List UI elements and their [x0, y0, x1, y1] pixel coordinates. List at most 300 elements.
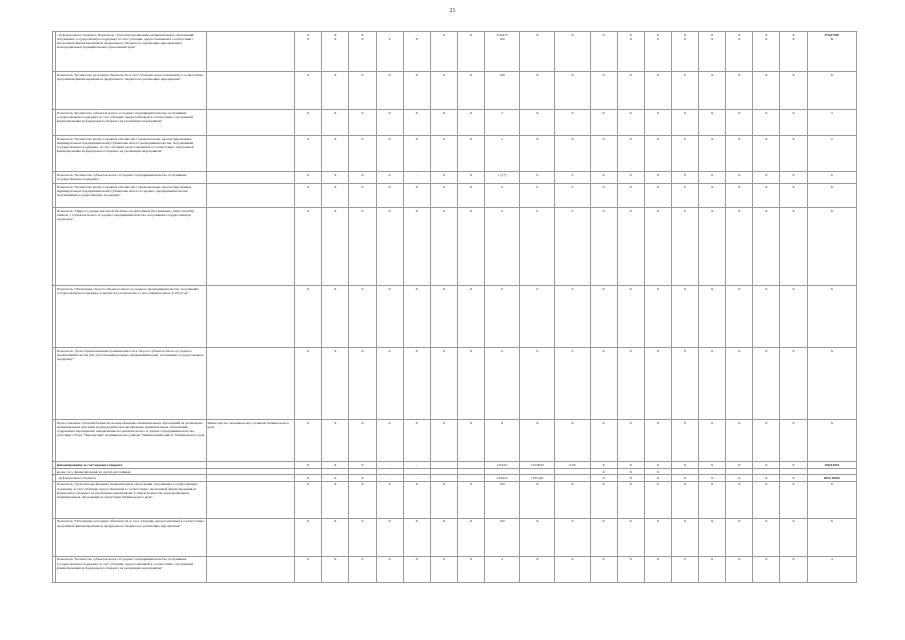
- table-cell: X: [671, 420, 698, 462]
- table-cell: X: [644, 136, 671, 172]
- table-cell: X: [699, 556, 726, 582]
- table-cell: X: [457, 136, 484, 172]
- table-cell: X: [295, 462, 322, 469]
- table-cell: X: [644, 172, 671, 184]
- table-cell: X: [322, 518, 349, 556]
- table-cell: X: [671, 184, 698, 208]
- table-cell: X: [671, 475, 698, 481]
- table-cell: [322, 32, 349, 72]
- table-body: [53, 32, 857, 583]
- table-cell: X: [753, 172, 780, 184]
- table-cell: X: [457, 518, 484, 556]
- table-cell: X: [644, 518, 671, 556]
- table-cell: X: [644, 556, 671, 582]
- table-cell: X: [699, 462, 726, 469]
- table-cell: X: [590, 348, 617, 420]
- table-cell: X: [726, 518, 753, 556]
- table-cell: X: [644, 475, 671, 481]
- table-cell: X: [403, 348, 430, 420]
- table-cell: X: [555, 32, 590, 72]
- cell-line: X: [334, 32, 337, 37]
- table-cell: X: [617, 348, 644, 420]
- table-cell: 8: [807, 172, 856, 184]
- table-cell: X: [780, 481, 807, 518]
- table-cell: X: [780, 110, 807, 136]
- table-cell: X: [457, 481, 484, 518]
- table-cell: [457, 462, 484, 469]
- row-description: финансирование за счет краевого бюджета: [56, 462, 207, 469]
- cell-line: 100: [499, 36, 505, 41]
- table-cell: X: [349, 136, 376, 172]
- table-cell: X: [807, 72, 856, 110]
- table-cell: X: [753, 208, 780, 286]
- table-cell: X: [430, 110, 457, 136]
- table-cell: X: [753, 475, 780, 481]
- cell-line: X: [738, 36, 741, 41]
- table-cell: X: [590, 208, 617, 286]
- table-cell: X: [430, 556, 457, 582]
- table-cell: X: [349, 481, 376, 518]
- table-cell: X: [555, 518, 590, 556]
- table-cell: -: [376, 475, 403, 481]
- cell-line: X: [656, 32, 660, 37]
- table-cell: X: [349, 518, 376, 556]
- page-number: 21: [449, 8, 456, 14]
- table-cell: X: [807, 184, 856, 208]
- row-description: Показатель "Прирост среднесписочной численности работников (без внешних совместителей), занятых у субъектов малого и среднего предпринимательства, получивших государственную поддержку": [56, 208, 207, 286]
- row-description: Предоставление субсидий бюджетам монопрофильных муниципальных образований на реализацию муниципальных программ (подпрограмм) монопрофильных муниципальных образований, содержащих мероприятия, направленные на развитие малого и среднего предпринимательства, участнику отбора "Перспектива" муниципального района "Шарыповский район" Забайкальского края: [56, 420, 207, 462]
- table-cell: X: [590, 136, 617, 172]
- table-cell: X: [726, 481, 753, 518]
- table-cell: X: [555, 481, 590, 518]
- cell-line: X: [792, 36, 795, 41]
- table-cell: X: [726, 348, 753, 420]
- table-cell: X: [644, 208, 671, 286]
- table-cell: [349, 32, 376, 72]
- table-cell: X: [590, 556, 617, 582]
- table-cell: X: [726, 475, 753, 481]
- cell-line: X: [629, 36, 632, 41]
- table-cell: [753, 32, 780, 72]
- table-cell: X: [322, 481, 349, 518]
- table-cell: X: [376, 208, 403, 286]
- responsible-executor: [206, 348, 294, 420]
- cell-line: X: [738, 32, 741, 37]
- cell-line: 476,673: [496, 32, 508, 37]
- responsible-executor: [206, 518, 294, 556]
- table-cell: X: [295, 286, 322, 348]
- table-cell: X: [671, 518, 698, 556]
- table-cell: 2: [807, 136, 856, 172]
- table-cell: X: [617, 462, 644, 469]
- row-description: Показатель "Количество субъектов малого и среднего предпринимательства, получивших государственную поддержку за счет субсидии, предоставленной в соответствии с программой финансирования из федерального бюджета на реализацию мероприятия": [56, 556, 207, 582]
- table-cell: X: [780, 184, 807, 208]
- table-cell: X: [555, 72, 590, 110]
- table-cell: X: [753, 348, 780, 420]
- table-cell: X: [699, 518, 726, 556]
- responsible-executor: Министерство экономического развития Забайкальского края: [206, 420, 294, 462]
- table-cell: X: [430, 172, 457, 184]
- table-cell: X: [617, 481, 644, 518]
- table-cell: [295, 32, 322, 72]
- table-cell: X: [520, 556, 555, 582]
- table-cell: X: [780, 286, 807, 348]
- row-description: Показатель "Исполнение расходных обязательств за счет субсидии, предоставленной в соответствии с программой финансирования из федерального бюджета на реализацию мероприятия": [56, 518, 207, 556]
- table-cell: [403, 32, 430, 72]
- table-cell: X: [780, 208, 807, 286]
- table-cell: X: [807, 420, 856, 462]
- table-cell: X: [403, 208, 430, 286]
- table-cell: 100: [485, 481, 520, 518]
- table-cell: X: [780, 518, 807, 556]
- table-cell: X: [555, 420, 590, 462]
- table-cell: X: [457, 32, 484, 72]
- responsible-executor: [206, 286, 294, 348]
- table-cell: X: [555, 556, 590, 582]
- table-cell: X: [376, 481, 403, 518]
- table-cell: X: [322, 420, 349, 462]
- table-cell: 0,00: [555, 462, 590, 469]
- row-description: Показатель "Количество вновь созданных рабочих мест (включая вновь зарегистрированных индивидуальных предпринимателей) субъектами малого предпринимательства, получившими государственную поддержку, за счет субсидии, предоставленной в соответствии с программой финансирования из федерального бюджета на реализацию мероприятия": [56, 136, 207, 172]
- table-cell: X: [617, 475, 644, 481]
- table-cell: X: [590, 184, 617, 208]
- table-cell: X: [457, 556, 484, 582]
- table-cell: X: [699, 420, 726, 462]
- table-cell: X: [430, 184, 457, 208]
- table-cell: X: [671, 556, 698, 582]
- table-cell: X: [807, 481, 856, 518]
- table-cell: X: [753, 481, 780, 518]
- table-cell: X: [726, 110, 753, 136]
- table-cell: 1765,931: [520, 475, 555, 481]
- row-description: - из федерального бюджета: [56, 475, 207, 481]
- table-cell: [430, 462, 457, 469]
- table-cell: X: [726, 556, 753, 582]
- table-cell: X: [644, 110, 671, 136]
- table-cell: X: [699, 72, 726, 110]
- table-cell: 0: [555, 184, 590, 208]
- cell-line: X: [765, 32, 768, 37]
- table-cell: X: [590, 286, 617, 348]
- table-cell: X: [295, 420, 322, 462]
- table-cell: X: [349, 208, 376, 286]
- cell-line: X: [683, 36, 687, 41]
- table-cell: X: [295, 518, 322, 556]
- table-cell: X: [457, 72, 484, 110]
- table-cell: 0: [520, 172, 555, 184]
- table-cell: X: [753, 286, 780, 348]
- responsible-executor: [206, 208, 294, 286]
- table-cell: X: [403, 110, 430, 136]
- table-row: [53, 172, 857, 184]
- table-cell: X: [555, 110, 590, 136]
- table-cell: X: [753, 518, 780, 556]
- table-row: [53, 348, 857, 420]
- responsible-executor: [206, 72, 294, 110]
- cell-line: X: [710, 32, 714, 37]
- table-cell: X: [430, 136, 457, 172]
- table-cell: -: [403, 462, 430, 469]
- table-cell: X: [457, 420, 484, 462]
- table-cell: 4: [807, 556, 856, 582]
- table-cell: X: [322, 462, 349, 469]
- table-cell: X: [780, 72, 807, 110]
- table-cell: 100: [485, 72, 520, 110]
- cell-line: X: [710, 36, 714, 41]
- table-cell: X: [780, 556, 807, 582]
- table-row: [53, 462, 857, 469]
- table-cell: X: [617, 184, 644, 208]
- cell-line: -: [416, 32, 418, 37]
- table-cell: X: [295, 172, 322, 184]
- table-row: [53, 208, 857, 286]
- table-cell: X: [644, 72, 671, 110]
- table-cell: X: [376, 556, 403, 582]
- cell-line: X: [629, 32, 632, 37]
- table-cell: X: [671, 348, 698, 420]
- table-cell: X: [780, 136, 807, 172]
- table-cell: 0: [555, 348, 590, 420]
- cell-line: X: [388, 36, 391, 41]
- table-row: [53, 518, 857, 556]
- table-cell: 4092,18100: [807, 475, 856, 481]
- table-cell: X: [780, 475, 807, 481]
- table-cell: X: [753, 136, 780, 172]
- table-cell: [617, 32, 644, 72]
- table-cell: X: [457, 172, 484, 184]
- table-row: [53, 136, 857, 172]
- table-cell: X: [430, 72, 457, 110]
- table-cell: X: [753, 72, 780, 110]
- table-cell: X: [430, 32, 457, 72]
- table-cell: X: [322, 172, 349, 184]
- table-cell: 3: [807, 110, 856, 136]
- table-cell: X: [780, 172, 807, 184]
- table-cell: X: [520, 518, 555, 556]
- table-row: [53, 420, 857, 462]
- table-cell: X: [699, 348, 726, 420]
- table-cell: X: [295, 72, 322, 110]
- responsible-executor: [206, 172, 294, 184]
- table-cell: X: [644, 420, 671, 462]
- table-cell: [807, 32, 856, 72]
- cell-line: X: [656, 36, 660, 41]
- table-cell: X: [376, 72, 403, 110]
- table-cell: X: [403, 420, 430, 462]
- table-cell: [726, 32, 753, 72]
- table-cell: X: [671, 481, 698, 518]
- table-cell: X: [699, 475, 726, 481]
- table-cell: 2326,25: [485, 475, 520, 481]
- table-cell: X: [376, 136, 403, 172]
- table-cell: X: [644, 481, 671, 518]
- table-cell: 3: [485, 110, 520, 136]
- table-cell: X: [520, 110, 555, 136]
- table-cell: X: [590, 32, 617, 72]
- table-cell: X: [617, 110, 644, 136]
- table-cell: X: [403, 518, 430, 556]
- table-cell: X: [726, 72, 753, 110]
- table-cell: X: [780, 348, 807, 420]
- table-cell: X: [430, 208, 457, 286]
- table-cell: X: [520, 420, 555, 462]
- table-cell: X: [617, 420, 644, 462]
- table-cell: X: [699, 286, 726, 348]
- table-row: [53, 32, 857, 72]
- table-cell: X: [457, 208, 484, 286]
- table-cell: X: [322, 475, 349, 481]
- cell-line: X: [830, 36, 834, 41]
- table-cell: X: [349, 348, 376, 420]
- table-cell: [485, 32, 520, 72]
- cell-line: -: [389, 32, 391, 37]
- table-cell: X: [807, 348, 856, 420]
- table-row: [53, 286, 857, 348]
- cell-line: X: [334, 36, 337, 41]
- table-cell: 0: [485, 348, 520, 420]
- table-cell: X: [699, 110, 726, 136]
- responsible-executor: [206, 32, 294, 72]
- table-cell: X: [726, 462, 753, 469]
- table-cell: 0: [520, 286, 555, 348]
- table-cell: X: [376, 184, 403, 208]
- table-row: [53, 556, 857, 582]
- table-cell: X: [726, 420, 753, 462]
- table-cell: X: [403, 136, 430, 172]
- table-cell: X: [322, 556, 349, 582]
- table-cell: X: [753, 556, 780, 582]
- table-cell: X: [403, 481, 430, 518]
- table-cell: 0: [520, 348, 555, 420]
- cell-line: X: [361, 32, 364, 37]
- table-cell: X: [485, 420, 520, 462]
- table-cell: X: [590, 462, 617, 469]
- row-description: Показатель "Доля монопрофильных муниципальных образований, получивших государственную поддержку за счет субсидии, предоставленной в соответствии с программой финансирования из федерального бюджета на реализацию мероприятия, в общем количестве монопрофильных муниципальных образований на территории Забайкальского края": [56, 481, 207, 518]
- table-row: [53, 184, 857, 208]
- table-cell: X: [349, 110, 376, 136]
- cell-line: X: [792, 32, 795, 37]
- table-cell: X: [726, 136, 753, 172]
- cell-line: X: [307, 36, 310, 41]
- table-cell: X: [376, 420, 403, 462]
- table-cell: X: [295, 556, 322, 582]
- table-cell: [780, 32, 807, 72]
- table-cell: X: [349, 286, 376, 348]
- table-cell: 13238,93: [520, 462, 555, 469]
- table-cell: [671, 32, 698, 72]
- table-row: [53, 481, 857, 518]
- table-cell: X: [349, 172, 376, 184]
- table-cell: X: [726, 184, 753, 208]
- table-cell: 0: [555, 208, 590, 286]
- table-cell: X: [590, 420, 617, 462]
- table-cell: X: [671, 286, 698, 348]
- table-cell: 2: [485, 136, 520, 172]
- table-cell: X: [457, 286, 484, 348]
- table-cell: X: [807, 208, 856, 286]
- responsible-executor: [206, 462, 294, 469]
- table-cell: [644, 32, 671, 72]
- row-description: - из федерального бюджета; Показатель "Доля монопрофильных муниципальных образований, получивших государственную поддержку за счет субсидии, предоставленной в соответствии с программой финансирования из федерального бюджета на реализацию мероприятия в монопрофильных муниципальных образованиях края": [56, 32, 207, 72]
- table-cell: X: [376, 172, 403, 184]
- table-cell: 298,04594: [807, 462, 856, 469]
- program-table: [52, 31, 857, 583]
- table-cell: X: [590, 518, 617, 556]
- responsible-executor: [206, 556, 294, 582]
- table-cell: X: [753, 462, 780, 469]
- table-cell: X: [457, 348, 484, 420]
- table-cell: 0: [485, 208, 520, 286]
- table-cell: X: [671, 462, 698, 469]
- table-cell: X: [403, 556, 430, 582]
- table-cell: X: [617, 208, 644, 286]
- table-cell: X: [807, 518, 856, 556]
- table-cell: X: [671, 110, 698, 136]
- table-cell: X: [349, 556, 376, 582]
- table-cell: X: [520, 136, 555, 172]
- table-cell: X: [644, 286, 671, 348]
- table-cell: X: [322, 348, 349, 420]
- table-cell: X: [376, 348, 403, 420]
- table-row: [53, 110, 857, 136]
- table-cell: X: [430, 420, 457, 462]
- table-cell: 0: [555, 286, 590, 348]
- table-cell: X: [430, 518, 457, 556]
- table-cell: 100: [485, 518, 520, 556]
- table-cell: 0: [555, 172, 590, 184]
- table-row: [53, 72, 857, 110]
- table-cell: X: [322, 286, 349, 348]
- table-cell: 1 (1*): [485, 172, 520, 184]
- table-cell: X: [555, 136, 590, 172]
- cell-line: X: [765, 36, 768, 41]
- responsible-executor: [206, 184, 294, 208]
- table-cell: X: [295, 348, 322, 420]
- table-cell: X: [295, 136, 322, 172]
- table-cell: X: [349, 420, 376, 462]
- cell-line: X: [683, 32, 687, 37]
- table-cell: X: [699, 184, 726, 208]
- table-cell: X: [780, 420, 807, 462]
- table-cell: X: [617, 72, 644, 110]
- cell-line: X: [307, 32, 310, 37]
- table-cell: X: [520, 32, 555, 72]
- table-cell: X: [430, 481, 457, 518]
- table-cell: X: [617, 556, 644, 582]
- cell-line: 476,67500: [824, 32, 839, 37]
- table-cell: X: [295, 481, 322, 518]
- table-cell: X: [295, 475, 322, 481]
- table-cell: X: [671, 172, 698, 184]
- table-cell: X: [699, 136, 726, 172]
- row-description: Показатель "Количество субъектов малого и среднего предпринимательства, получивших государственную поддержку": [56, 172, 207, 184]
- cell-line: X: [361, 36, 364, 41]
- row-description: кроме того, финансирование из других источников:: [56, 469, 207, 475]
- table-cell: X: [457, 184, 484, 208]
- table-cell: X: [349, 475, 376, 481]
- table-cell: [376, 32, 403, 72]
- table-cell: X: [590, 481, 617, 518]
- table-cell: X: [644, 348, 671, 420]
- table-cell: X: [726, 172, 753, 184]
- table-cell: 4: [485, 556, 520, 582]
- table-cell: X: [590, 72, 617, 110]
- table-cell: X: [295, 184, 322, 208]
- table-cell: 0: [485, 184, 520, 208]
- table-cell: X: [753, 184, 780, 208]
- table-cell: X: [617, 286, 644, 348]
- table-cell: X: [322, 136, 349, 172]
